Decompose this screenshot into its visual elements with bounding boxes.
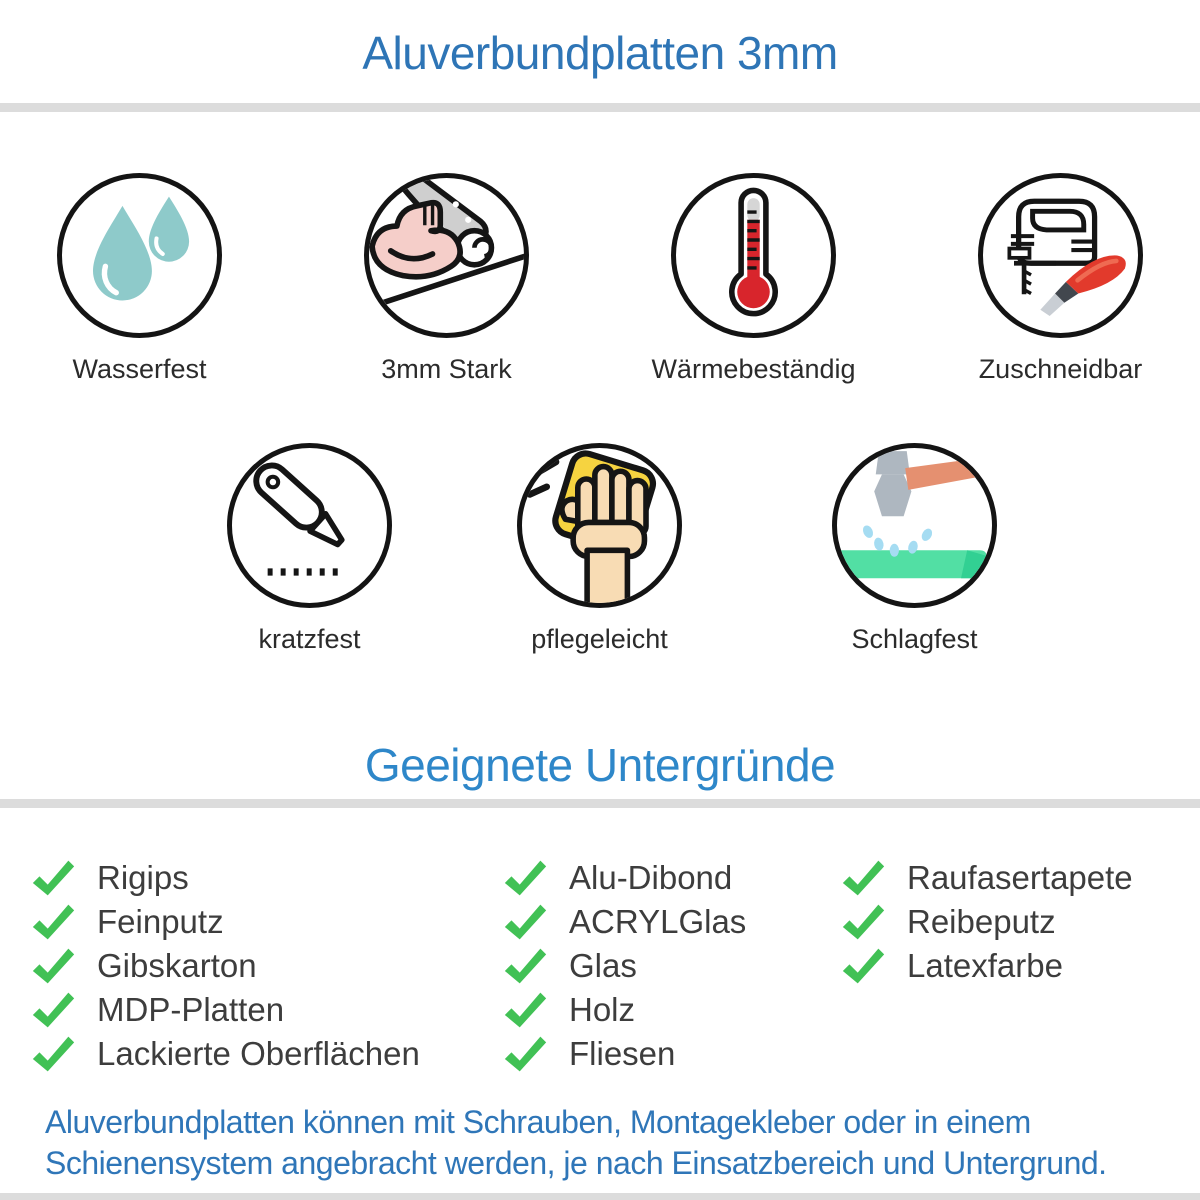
divider [0,1193,1200,1200]
feature-pflegeleicht [517,443,682,655]
icon-circle [57,173,222,338]
substrates-heading: Geeignete Untergründe [364,739,836,791]
cleaning-hand-icon [522,448,677,603]
jigsaw-cutter-icon [983,178,1138,333]
list-item-label: Lackierte Oberflächen [97,1035,420,1072]
list-item-label: Rigips [97,859,189,896]
check-icon [502,1035,549,1073]
divider [0,799,1200,808]
divider [0,103,1200,112]
icon-circle [517,443,682,608]
list-item [30,944,502,988]
icon-circle [671,173,836,338]
list-item-label: ACRYLGlas [569,903,747,940]
page-title: Aluverbundplatten 3mm [362,27,838,79]
check-icon [30,859,77,897]
mounting-note-line: Schienensystem angebracht werden, je nach Einsatzbereich und Untergrund. [45,1145,1107,1181]
feature-kratzfest [227,443,392,655]
substrates-checklist [30,856,1185,1076]
list-item [840,856,1185,900]
list-item [30,856,502,900]
feature-wasserfest [57,173,222,385]
check-icon [30,1035,77,1073]
feature-label: Wärmebeständig [651,354,856,384]
feature-schlagfest [832,443,997,655]
list-item-label: Alu-Dibond [569,859,733,896]
list-item [502,1032,840,1076]
checklist-column-1 [30,856,502,1076]
checklist-column-2 [502,856,840,1076]
check-icon [30,903,77,941]
feature-label: pflegeleicht [531,624,668,654]
feature-label: 3mm Stark [381,354,512,384]
list-item [502,944,840,988]
list-item [502,988,840,1032]
feature-3mm-stark [364,173,529,385]
check-icon [502,903,549,941]
feature-waermebestaendig [651,173,856,385]
icon-circle [364,173,529,338]
list-item-label: Glas [569,947,637,984]
mounting-note-line: Aluverbundplatten können mit Schrauben, Montagekleber oder in einem [45,1104,1031,1140]
list-item-label: Feinputz [97,903,224,940]
mounting-note [45,1102,1170,1184]
check-icon [30,991,77,1029]
list-item-label: Raufasertapete [907,859,1133,896]
check-icon [502,947,549,985]
icon-circle [832,443,997,608]
hammer-impact-icon [837,448,992,603]
list-item-label: Holz [569,991,636,1028]
feature-row-1 [0,173,1200,385]
feature-row-2 [0,443,1200,655]
check-icon [502,859,549,897]
feature-label: Zuschneidbar [978,354,1143,384]
feature-label: kratzfest [258,624,361,654]
list-item [30,988,502,1032]
icon-circle [978,173,1143,338]
thermometer-icon [676,178,831,333]
feature-label: Schlagfest [851,624,978,654]
list-item-label: Fliesen [569,1035,676,1072]
feature-zuschneidbar [978,173,1143,385]
feature-label: Wasserfest [72,354,207,384]
list-item-label: Gibskarton [97,947,257,984]
list-item [502,900,840,944]
check-icon [840,903,887,941]
list-item [840,900,1185,944]
list-item-label: MDP-Platten [97,991,285,1028]
check-icon [30,947,77,985]
utility-knife-icon [232,448,387,603]
list-item-label: Latexfarbe [907,947,1063,984]
list-item [840,944,1185,988]
list-item-label: Reibeputz [907,903,1056,940]
water-drops-icon [62,178,217,333]
check-icon [840,859,887,897]
check-icon [502,991,549,1029]
flexed-arm-panel-icon [369,178,524,333]
list-item [502,856,840,900]
check-icon [840,947,887,985]
list-item [30,900,502,944]
checklist-column-3 [840,856,1185,988]
icon-circle [227,443,392,608]
list-item [30,1032,502,1076]
